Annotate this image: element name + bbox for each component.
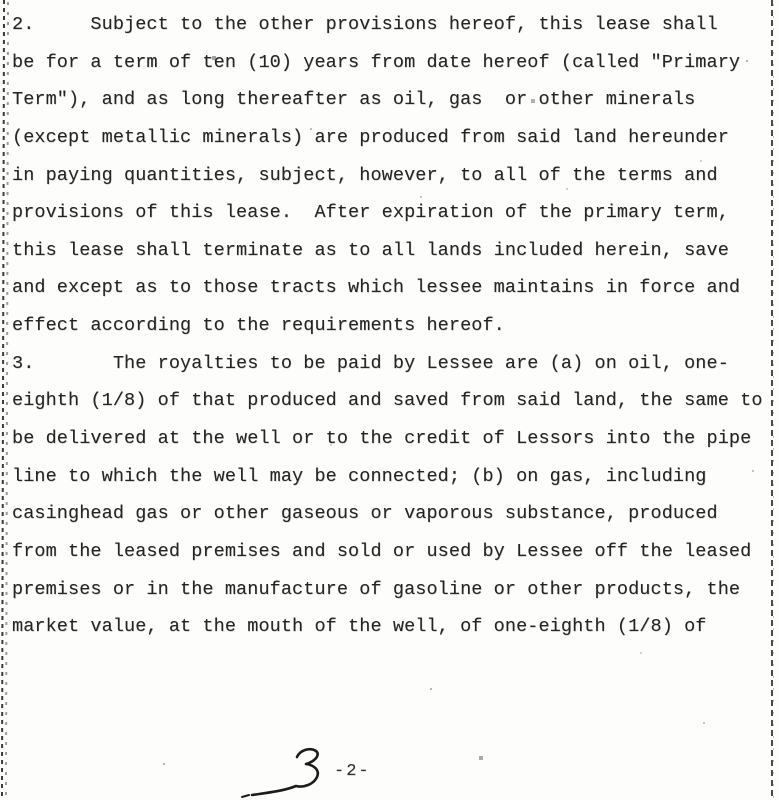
handwritten-page-mark [240, 737, 330, 799]
text-line: be delivered at the well or to the credit of Lessors into the pipe [12, 428, 752, 450]
text-line: premises or in the manufacture of gasoline or other products, the [12, 578, 741, 600]
text-line: 2. Subject to the other provisions hereof, this lease shall [12, 14, 718, 35]
text-line: and except as to those tracts which lessee maintains in force and [12, 277, 741, 299]
text-line: Term"), and as long thereafter as oil, gas or other minerals [12, 89, 696, 111]
text-line: provisions of this lease. After expiration of the primary term, [12, 202, 729, 224]
scan-speckles [0, 0, 2, 2]
text-line: this lease shall terminate as to all lands included herein, save [12, 239, 729, 261]
text-line: line to which the well may be connected; (b) on gas, including [12, 465, 707, 487]
text-line: (except metallic minerals) are produced from said land hereunder [12, 126, 729, 148]
document-lines [12, 6, 776, 646]
text-line: in paying quantities, subject, however, to all of the terms and [12, 164, 718, 186]
scan-edge-left [1, 0, 11, 800]
page-number: -2- [334, 762, 371, 781]
text-line: 3. The royalties to be paid by Lessee are (a) on oil, one- [12, 352, 729, 374]
text-line: eighth (1/8) of that produced and saved from said land, the same to [12, 390, 763, 412]
text-line: casinghead gas or other gaseous or vaporous substance, produced [12, 503, 718, 525]
text-line: effect according to the requirements hereof. [12, 315, 505, 337]
text-line: be for a term of ten (10) years from date hereof (called "Primary [12, 51, 741, 73]
text-line: from the leased premises and sold or used by Lessee off the leased [12, 540, 752, 562]
text-line: market value, at the mouth of the well, of one-eighth (1/8) of [12, 616, 707, 638]
